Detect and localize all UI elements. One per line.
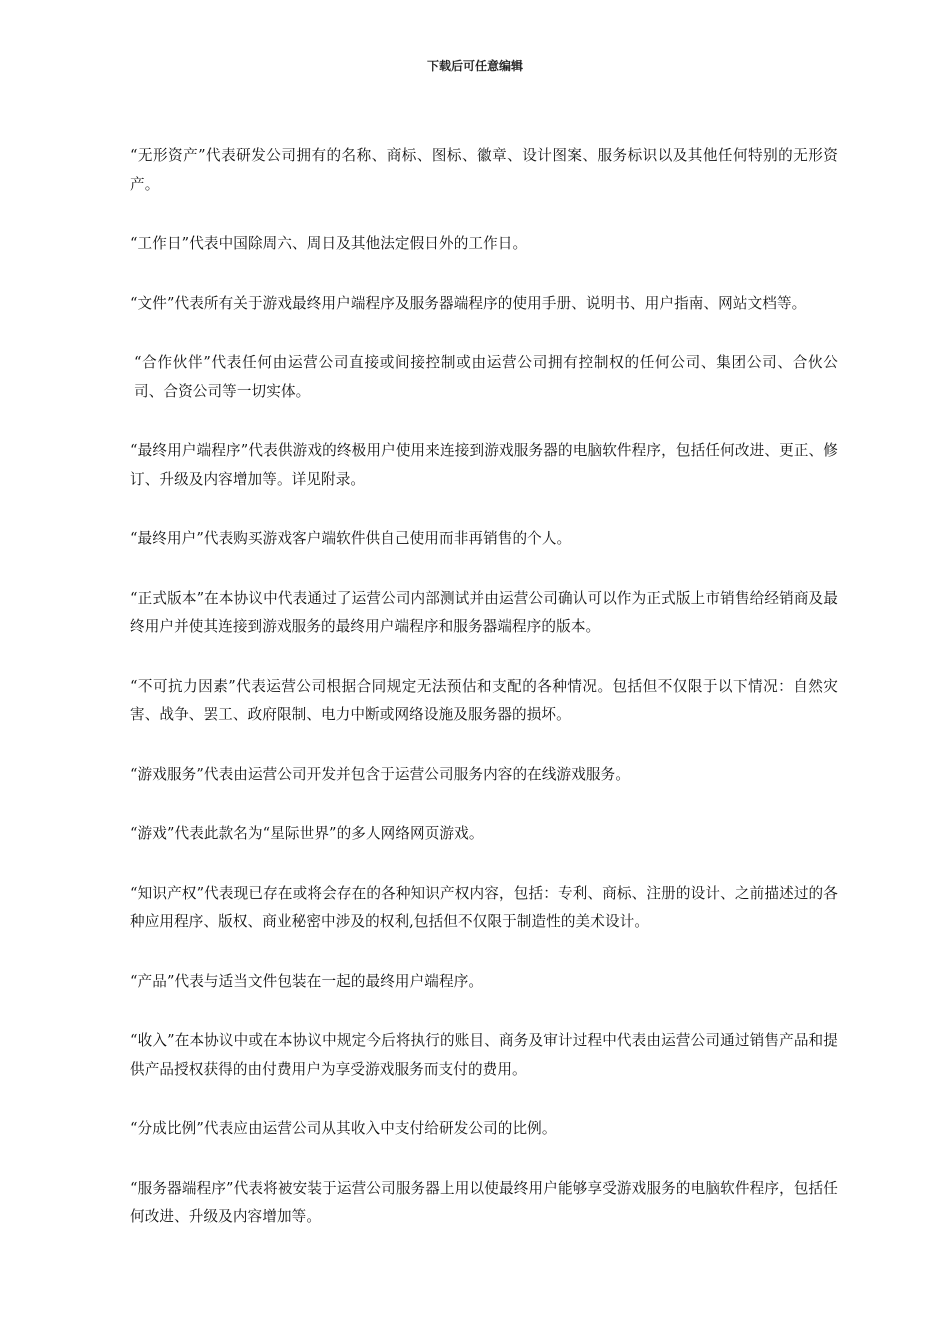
definition-paragraph: “游戏服务”代表由运营公司开发并包含于运营公司服务内容的在线游戏服务。 [130, 765, 631, 783]
definition-paragraph: “产品”代表与适当文件包装在一起的最终用户端程序。 [130, 972, 484, 990]
document-body [130, 142, 838, 1263]
definition-paragraph: “合作伙伴”代表任何由运营公司直接或间接控制或由运营公司拥有控制权的任何公司、集团公司、合伙公司、合资公司等一切实体。 [134, 354, 838, 400]
definition-paragraph: “最终用户”代表购买游戏客户端软件供自己使用而非再销售的个人。 [130, 530, 572, 547]
definition-paragraph: “不可抗力因素”代表运营公司根据合同规定无法预估和支配的各种情况。包括但不仅限于以下情况：自然灾害、战争、罢工、政府限制、电力中断或网络设施及服务器的损坏。 [130, 677, 838, 723]
definition-paragraph: “工作日”代表中国除周六、周日及其他法定假日外的工作日。 [130, 235, 528, 252]
definition-paragraph: “知识产权”代表现已存在或将会存在的各种知识产权内容，包括：专利、商标、注册的设计、之前描述过的各种应用程序、版权、商业秘密中涉及的权利,包括但不仅限于制造性的美术设计。 [130, 884, 838, 930]
page-header: 下载后可任意编辑 [426, 59, 523, 73]
definition-paragraph: “收入”在本协议中或在本协议中规定今后将执行的账目、商务及审计过程中代表由运营公司通过销售产品和提供产品授权获得的由付费用户为享受游戏服务而支付的费用。 [130, 1032, 838, 1078]
definition-paragraph: “文件”代表所有关于游戏最终用户端程序及服务器端程序的使用手册、说明书、用户指南、网站文档等。 [130, 294, 807, 312]
definition-paragraph: “服务器端程序”代表将被安装于运营公司服务器上用以使最终用户能够享受游戏服务的电脑软件程序，包括任何改进、升级及内容增加等。 [130, 1179, 838, 1225]
definition-paragraph: “正式版本”在本协议中代表通过了运营公司内部测试并由运营公司确认可以作为正式版上市销售给经销商及最终用户并使其连接到游戏服务的最终用户端程序和服务器端程序的版本。 [130, 589, 838, 635]
definition-paragraph: “最终用户端程序”代表供游戏的终极用户使用来连接到游戏服务器的电脑软件程序，包括任何改进、更正、修订、升级及内容增加等。详见附录。 [130, 442, 838, 488]
definition-paragraph: “无形资产”代表研发公司拥有的名称、商标、图标、徽章、设计图案、服务标识以及其他任何特别的无形资产。 [130, 147, 838, 193]
definition-paragraph: “分成比例”代表应由运营公司从其收入中支付给研发公司的比例。 [130, 1120, 557, 1137]
definition-paragraph: “游戏”代表此款名为“星际世界”的多人网络网页游戏。 [130, 825, 484, 842]
